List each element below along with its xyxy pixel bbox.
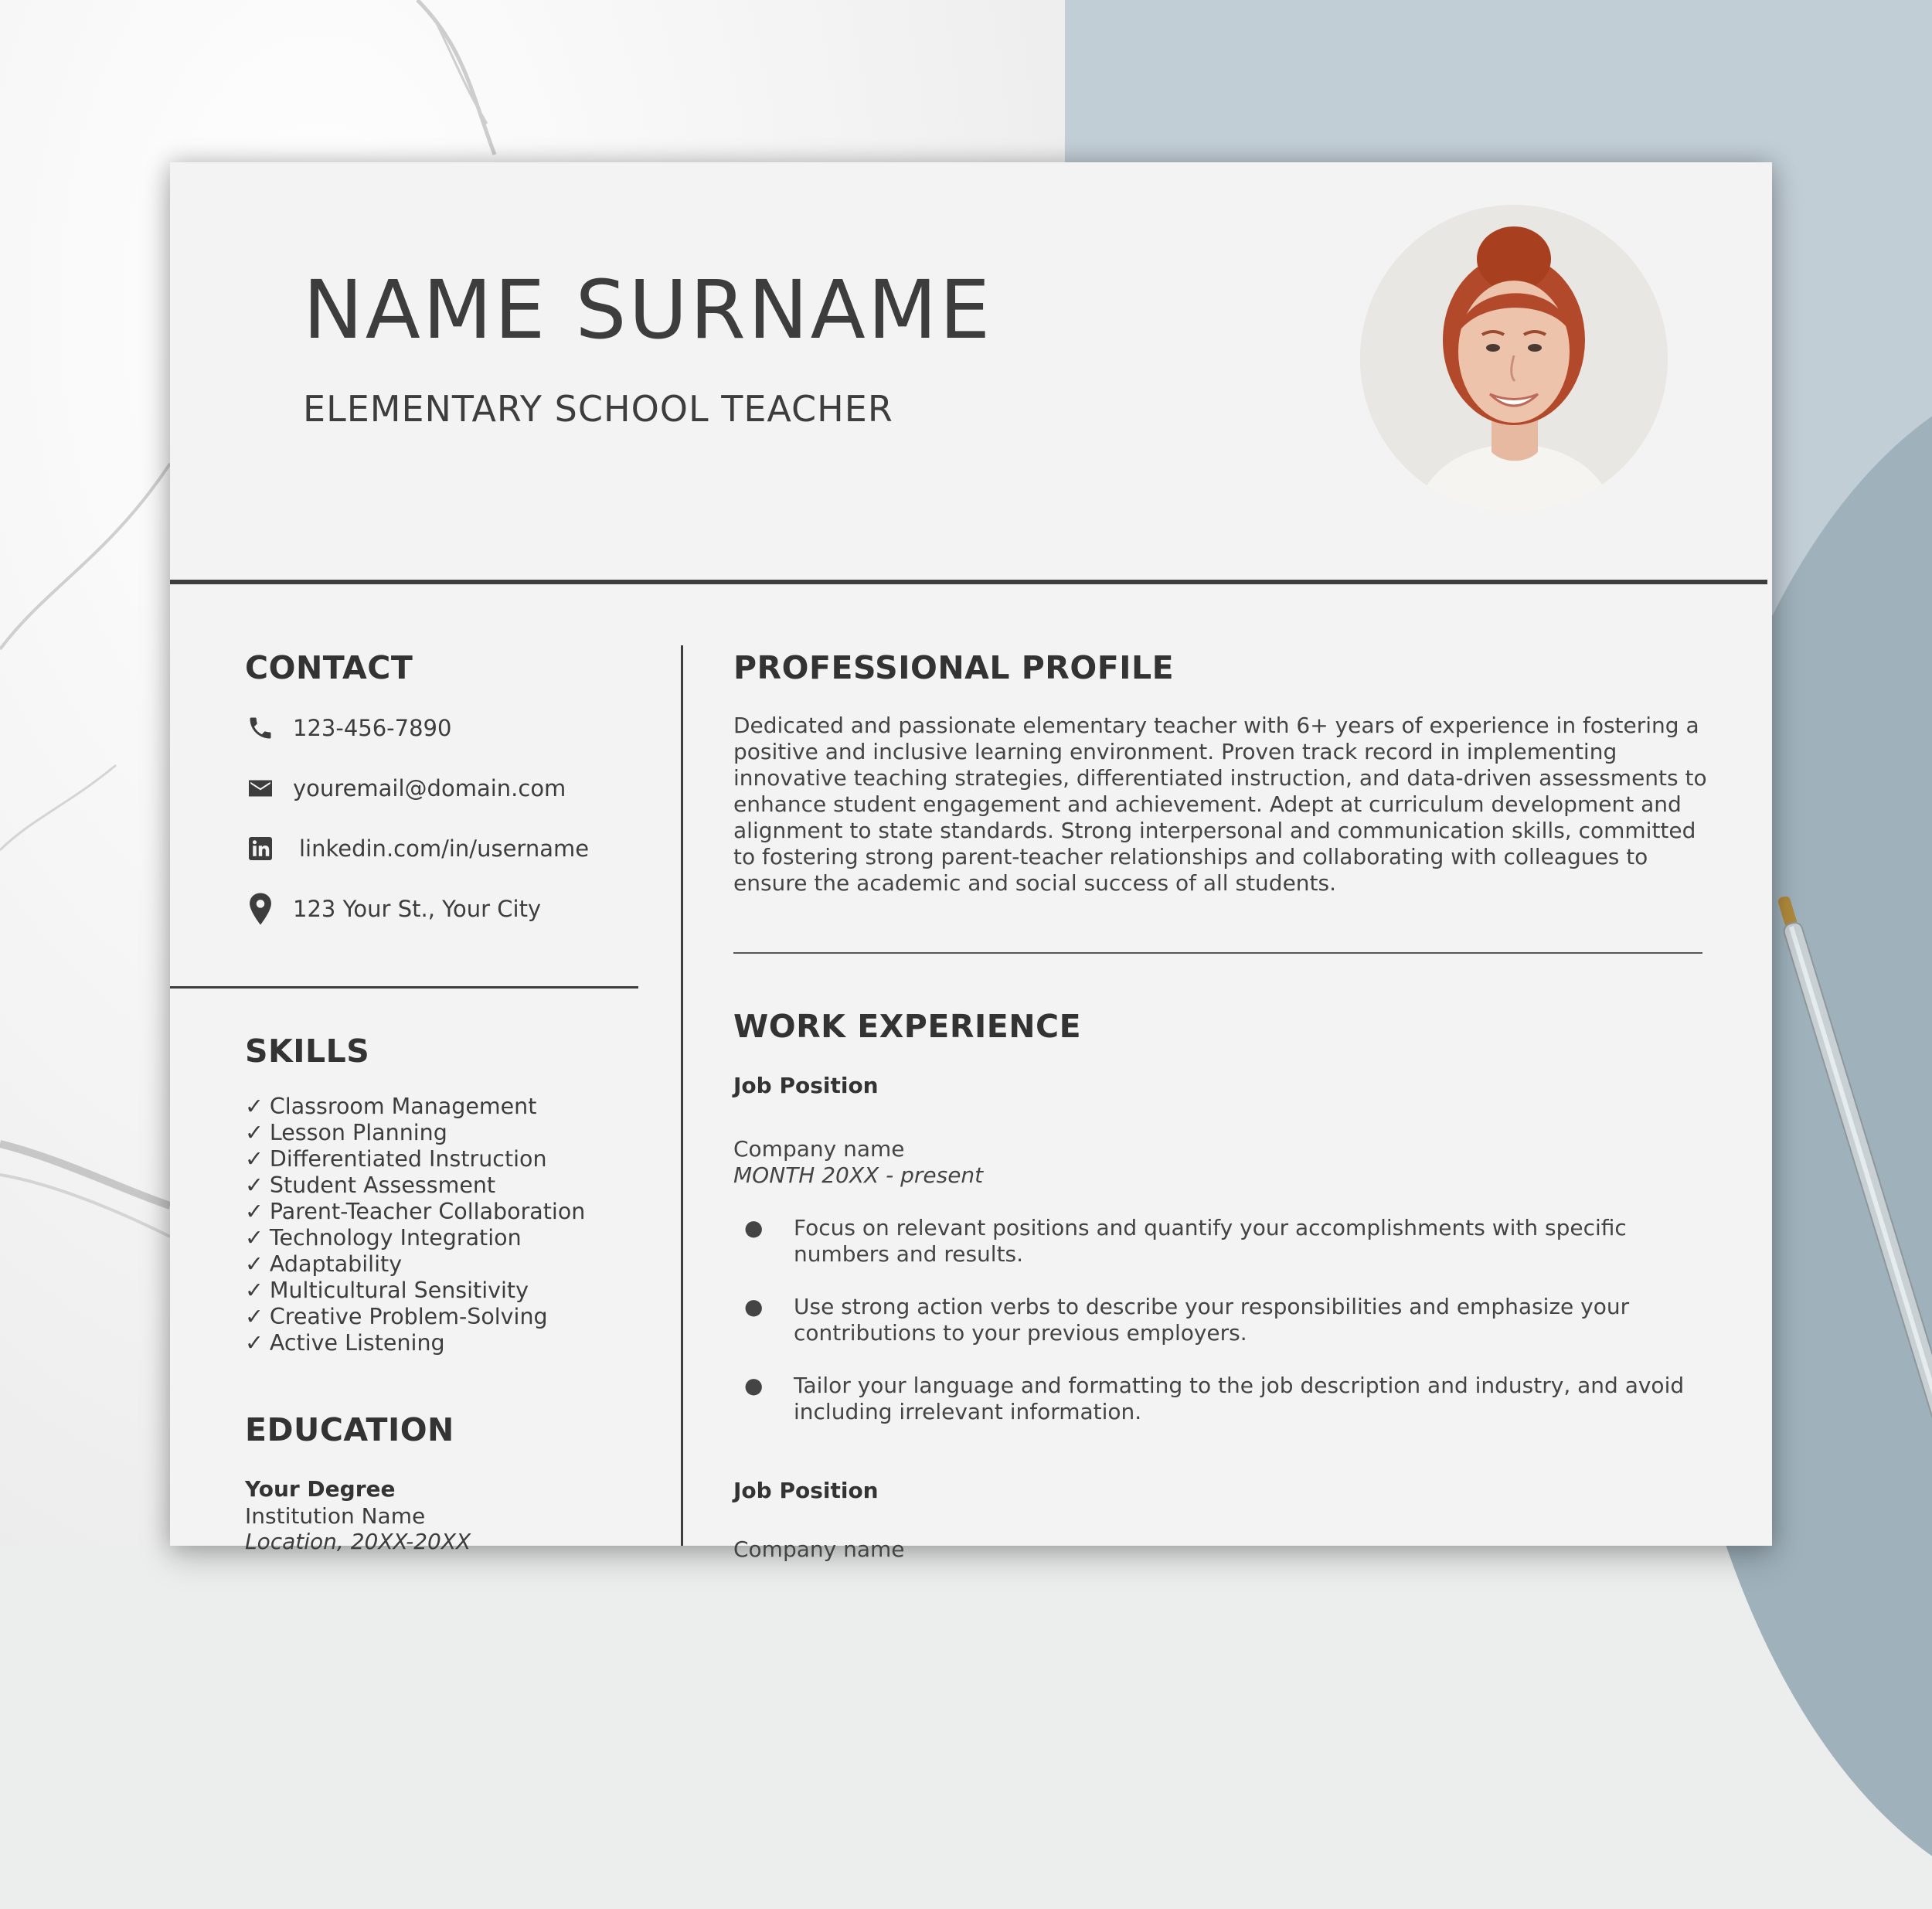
skill-item: ✓ Technology Integration xyxy=(245,1225,522,1251)
profile-divider xyxy=(733,952,1702,954)
education-degree: Your Degree xyxy=(245,1476,396,1502)
pen-image xyxy=(1770,897,1932,1546)
company-name: Company name xyxy=(733,1536,905,1562)
contact-email xyxy=(245,770,566,807)
profile-heading: PROFESSIONAL PROFILE xyxy=(733,649,1175,686)
skill-item: ✓ Multicultural Sensitivity xyxy=(245,1278,529,1303)
contact-address xyxy=(245,890,541,927)
education-heading: EDUCATION xyxy=(245,1411,454,1448)
phone-text: 123-456-7890 xyxy=(293,715,452,741)
list-item: ● Focus on relevant positions and quantify your accomplishments with specific numbers and results. xyxy=(744,1215,1627,1267)
skill-item: ✓ Lesson Planning xyxy=(245,1120,447,1145)
profile-summary: Dedicated and passionate elementary teacher with 6+ years of experience in fostering a positive and inclusive learning environment. Proven track record in implementing innovative teaching strategies, differentiated instruction, and data-driven assessments to enhance student engagement and achievement. Adept at curriculum development and alignment to state standards. Strong interpersonal and communication skills, committed to fostering strong parent-teacher relationships and collaborating with colleagues to ensure the academic and social success of all students. xyxy=(733,713,1707,896)
resume-job-title: ELEMENTARY SCHOOL TEACHER xyxy=(303,388,893,430)
work-experience-heading: WORK EXPERIENCE xyxy=(733,1008,1082,1045)
skill-item: ✓ Creative Problem-Solving xyxy=(245,1304,548,1329)
contact-phone xyxy=(245,709,451,747)
skill-item: ✓ Adaptability xyxy=(245,1251,403,1277)
resume-name: NAME SURNAME xyxy=(303,263,993,357)
job-dates: MONTH 20XX - present xyxy=(733,1162,984,1188)
email-text[interactable]: youremail@domain.com xyxy=(293,775,566,801)
list-item: ● Use strong action verbs to describe your responsibilities and emphasize your contributions to your previous employers. xyxy=(744,1294,1630,1346)
address-text: 123 Your St., Your City xyxy=(293,896,542,922)
linkedin-icon xyxy=(245,833,276,864)
location-pin-icon xyxy=(245,893,276,924)
skills-list xyxy=(245,1094,585,1356)
job-position: Job Position xyxy=(733,1073,879,1098)
skill-item: ✓ Active Listening xyxy=(245,1330,445,1356)
contact-heading: CONTACT xyxy=(245,649,413,686)
education-institution: Institution Name xyxy=(245,1503,426,1529)
company-name: Company name xyxy=(733,1136,905,1162)
linkedin-text[interactable]: linkedin.com/in/username xyxy=(299,835,590,862)
skill-item: ✓ Parent-Teacher Collaboration xyxy=(245,1199,586,1224)
education-location: Location, 20XX-20XX xyxy=(245,1529,471,1554)
skill-item: ✓ Student Assessment xyxy=(245,1172,496,1198)
phone-icon xyxy=(245,713,276,744)
list-item: ● Tailor your language and formatting to the job description and industry, and avoid including irrelevant information. xyxy=(744,1373,1685,1424)
resume-content-layer xyxy=(170,162,1772,1562)
job-bullets xyxy=(733,1215,1738,1451)
envelope-icon xyxy=(245,773,276,804)
job-position: Job Position xyxy=(733,1478,879,1503)
skill-item: ✓ Classroom Management xyxy=(245,1094,537,1119)
contact-linkedin xyxy=(245,830,589,867)
skill-item: ✓ Differentiated Instruction xyxy=(245,1146,547,1172)
contact-divider xyxy=(170,986,638,989)
skills-heading: SKILLS xyxy=(245,1033,370,1070)
